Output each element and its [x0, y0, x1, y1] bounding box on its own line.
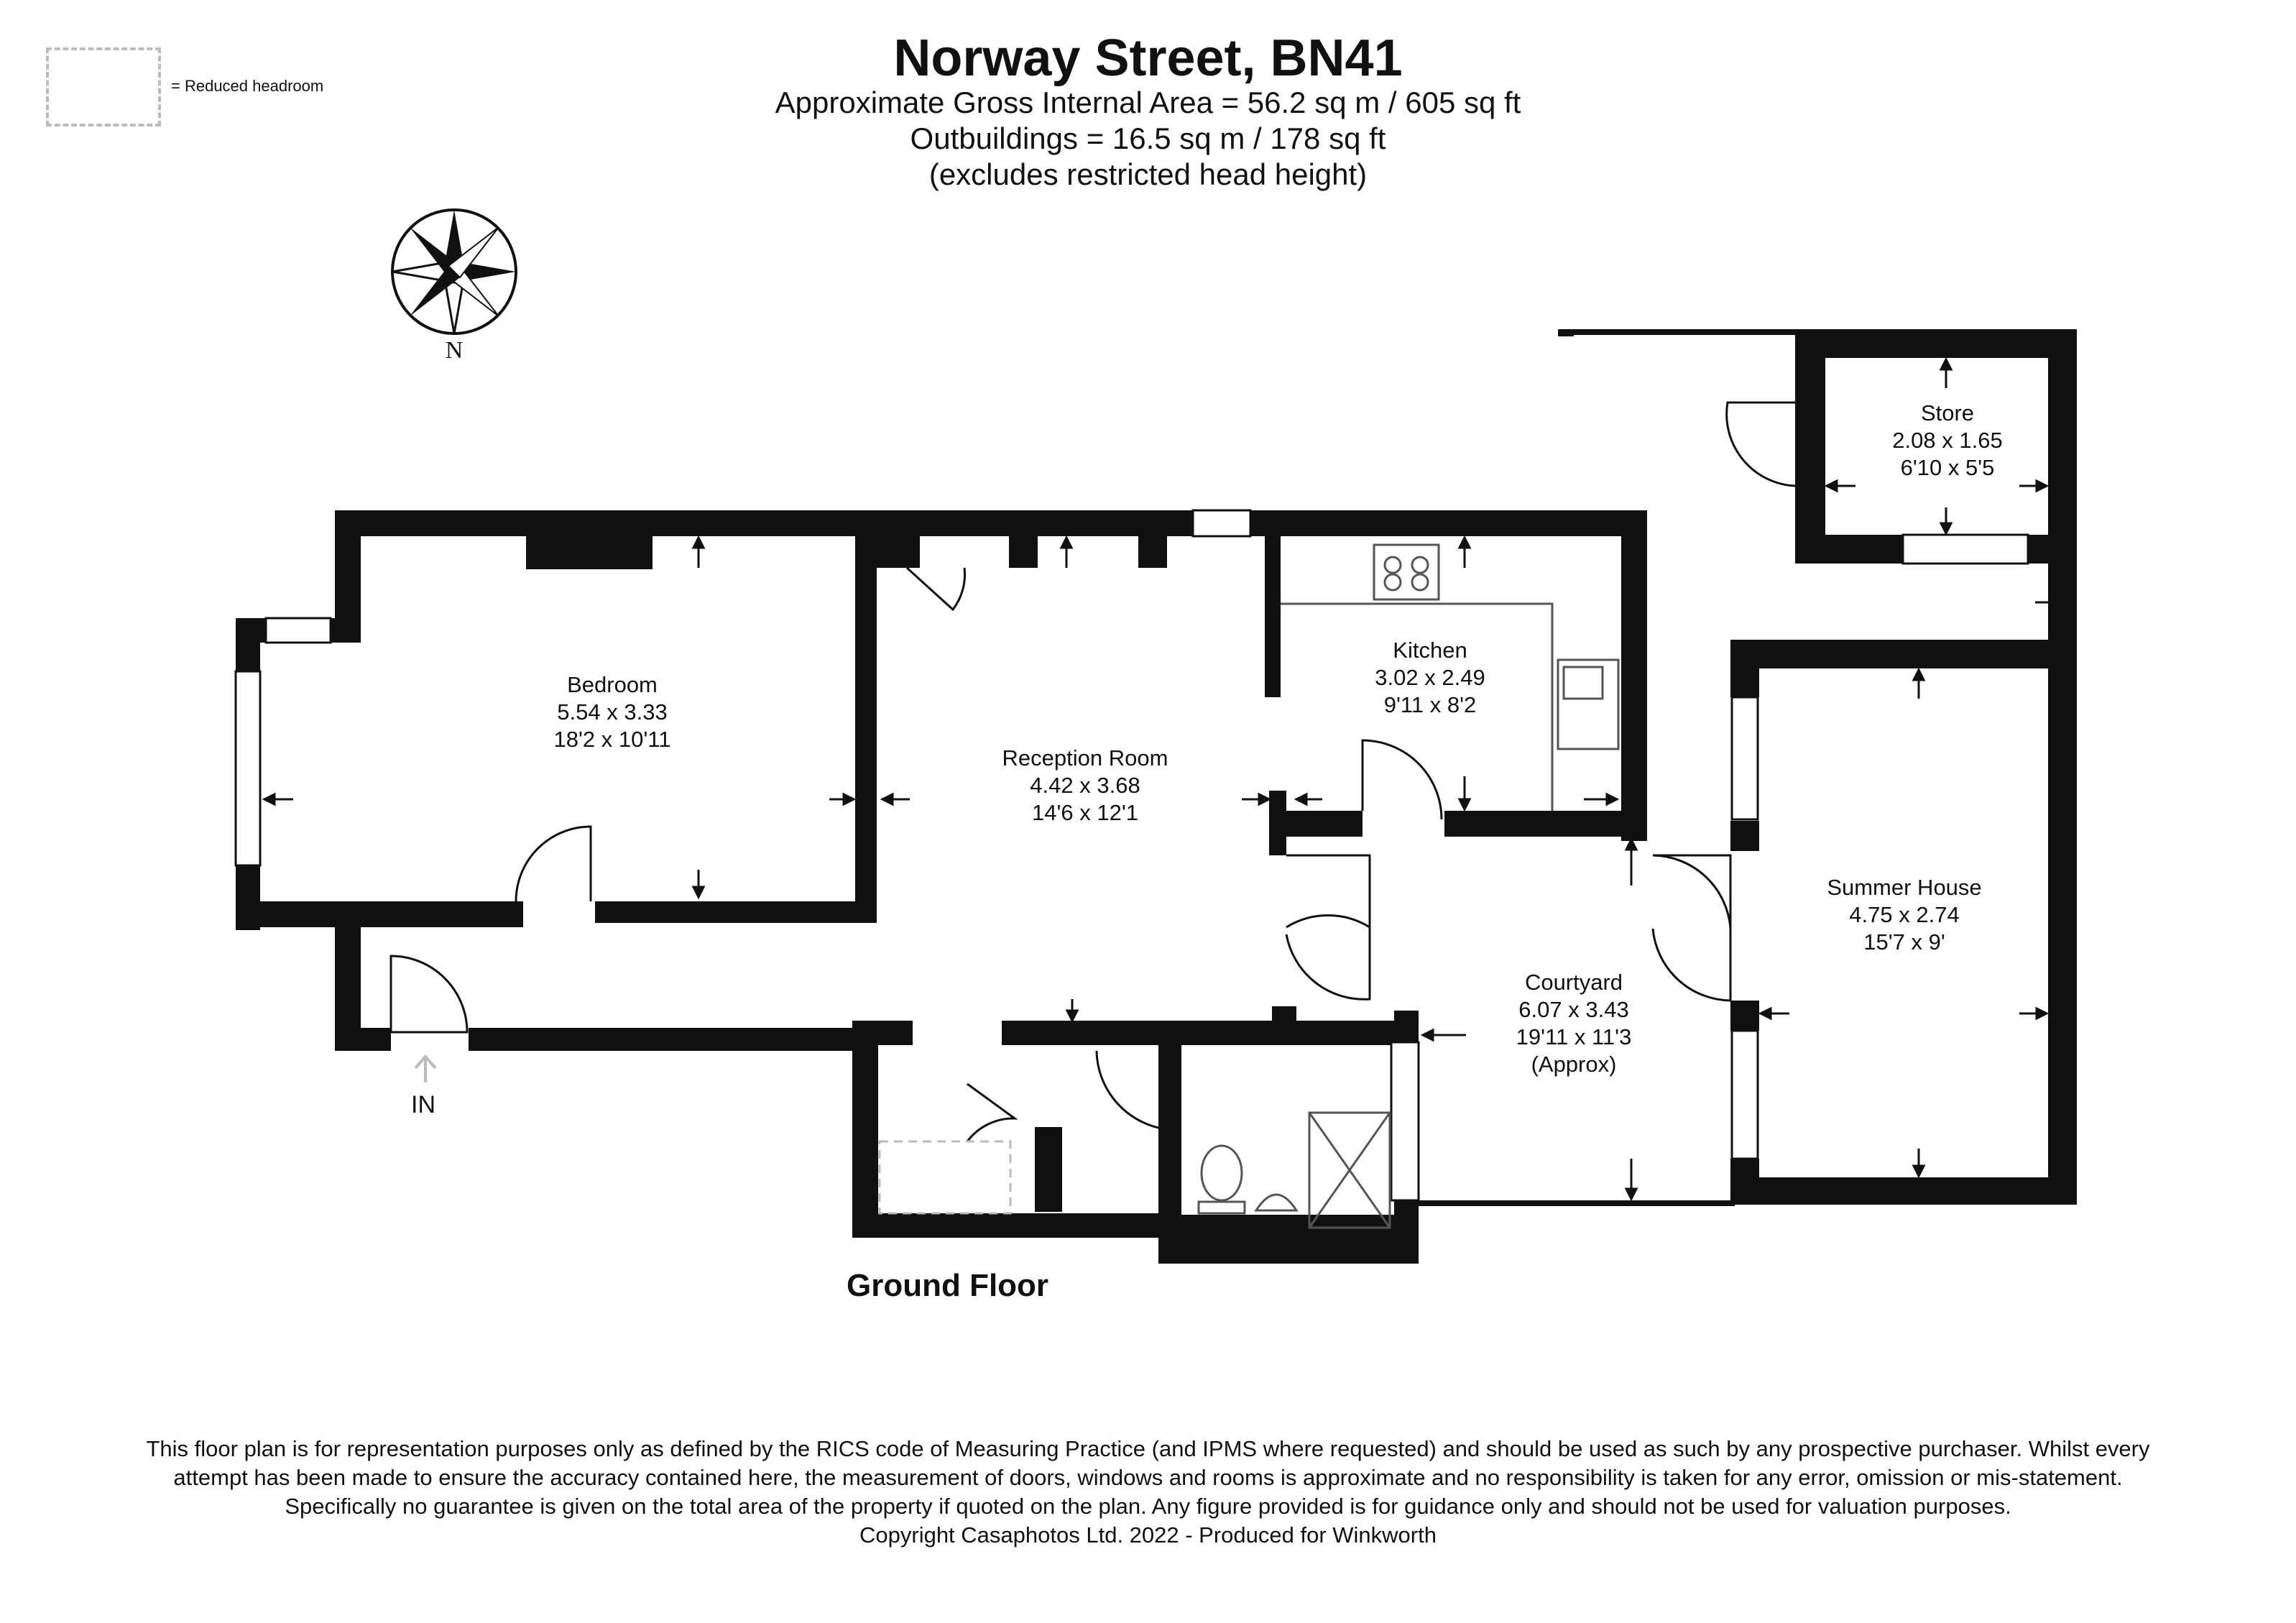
- room-imperial: 9'11 x 8'2: [1383, 692, 1477, 717]
- gross-internal-area: Approximate Gross Internal Area = 56.2 sq m / 605 sq ft: [775, 86, 1521, 119]
- floor-label: Ground Floor: [847, 1268, 1049, 1303]
- room-name: Summer House: [1827, 875, 1982, 900]
- room-metric: 4.42 x 3.68: [1030, 773, 1140, 798]
- room-note: (Approx): [1531, 1052, 1617, 1077]
- room-name: Courtyard: [1524, 970, 1623, 995]
- room-courtyard: [1480, 969, 1667, 1078]
- room-store: [1861, 400, 2034, 482]
- disclaimer-text: This floor plan is for representation purposes only as defined by the RICS code of Measuring Practice (and IPMS where requested) and should be used as such by any prospective purchaser. Whilst every attempt has been made to ensure the accuracy contained here, the measurement of doors, windows and rooms is approximate and no responsibility is taken for any error, omission or mis-statement. Specifically no guarantee is given on the total area of the property if quoted on the plan. Any figure provided is for guidance only and should not be used for valuation purposes.: [146, 1436, 2150, 1519]
- room-name: Reception Room: [1002, 745, 1168, 771]
- room-metric: 4.75 x 2.74: [1849, 902, 1960, 927]
- room-name: Kitchen: [1393, 638, 1467, 663]
- room-metric: 2.08 x 1.65: [1892, 428, 2003, 453]
- bathroom-fixtures: [1199, 1113, 1390, 1228]
- compass-icon: [392, 210, 516, 334]
- room-metric: 3.02 x 2.49: [1375, 665, 1485, 690]
- reduced-headroom-label: = Reduced headroom: [171, 77, 324, 95]
- compass-north-label: N: [445, 337, 464, 364]
- room-bedroom: [504, 671, 720, 753]
- room-imperial: 15'7 x 9': [1863, 929, 1945, 955]
- restricted-height-note: (excludes restricted head height): [928, 157, 1368, 191]
- room-name: Bedroom: [567, 672, 658, 697]
- windows: [236, 510, 2028, 1200]
- room-reception: [963, 745, 1207, 827]
- entrance-label: IN: [411, 1091, 435, 1118]
- plan-title: Norway Street, BN41: [893, 29, 1403, 87]
- room-metric: 5.54 x 3.33: [557, 699, 668, 725]
- copyright-text: Copyright Casaphotos Ltd. 2022 - Produced for Winkworth: [859, 1522, 1437, 1548]
- disclaimer: [129, 1435, 2167, 1550]
- room-imperial: 6'10 x 5'5: [1900, 455, 1995, 480]
- entrance-arrow-icon: [415, 1057, 435, 1082]
- room-summer-house: [1797, 874, 2012, 956]
- room-name: Store: [1920, 400, 1975, 426]
- reduced-headroom-area: [880, 1141, 1010, 1213]
- room-imperial: 18'2 x 10'11: [553, 727, 671, 752]
- room-imperial: 19'11 x 11'3: [1516, 1024, 1632, 1049]
- outbuildings-area: Outbuildings = 16.5 sq m / 178 sq ft: [910, 121, 1386, 155]
- room-imperial: 14'6 x 12'1: [1031, 800, 1138, 825]
- room-kitchen: [1337, 637, 1523, 719]
- room-metric: 6.07 x 3.43: [1518, 997, 1629, 1022]
